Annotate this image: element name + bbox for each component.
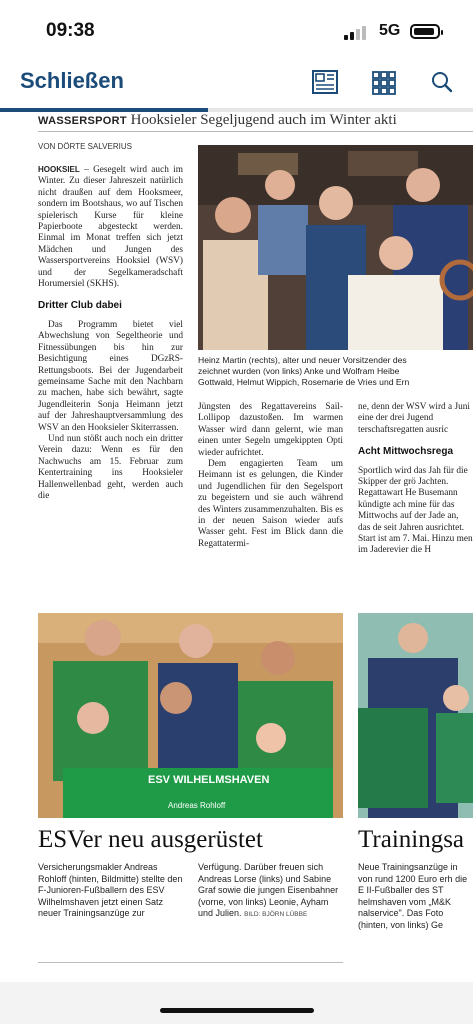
article1-headline: Hooksieler Segeljugend auch im Winter akti — [130, 112, 397, 128]
article2-column-2 — [198, 862, 343, 921]
shirt-print: ESV WILHELMSHAVEN — [148, 774, 270, 786]
signal-icon — [344, 26, 368, 40]
body-text: – Gesegelt wird auch im Winter. Zu dieser Jahreszeit natürlich nicht draußen auf dem Hooksmeer, sondern im Bootshaus, wo auf Tischen spielerisch Kurse für kleine Papierboote abgesteckt werden. Einmal im Monat treffen sich jetzt Mädchen und Jungen des Wassersportvereins Hooksiel (WSV) und der Segelkameradschaft Horumersiel (SKHS). — [38, 165, 183, 290]
photo-caption: zeichnet wurden (von links) Anke und Wolfram Heibe — [198, 366, 400, 376]
shirt-sponsor: Andreas Rohloff — [168, 801, 226, 810]
body-text: Versicherungsmakler Andreas Rohloff (hinten, Bildmitte) stellte den F-Junioren-Fußballern des ESV Wilhelmshaven jetzt einen Satz neuer Trainingsanzüge zur — [38, 862, 183, 919]
body-text: Dem engagierten Team um Heimann ist es gelungen, die Kinder und Jugendlichen für den Segelsport zu begeistern und sie auch während des Winters zusammenzuhalten. Bis es in der neuen Saison wieder aufs Wasser geht. Fest im Blick dann die Regattatermi- — [198, 459, 343, 549]
photo-caption: Gottwald, Helmut Wippich, Rosemarie de Vries und Ern — [198, 377, 410, 387]
search-icon[interactable] — [426, 68, 458, 98]
dateline: HOOKSIEL — [38, 165, 80, 174]
status-time: 09:38 — [46, 20, 95, 41]
article1-column-1 — [38, 164, 183, 502]
body-text: Jüngsten des Regattavereins Sail-Lollipop dazustoßen. Im warmen Wasser wird dann gelernt, wie man einen unter Segeln umgekippten Opti wieder aufrichtet. — [198, 402, 343, 458]
article1-column-2 — [198, 402, 343, 550]
body-text: ne, denn der WSV wird a Juni eine der drei Jugend terschaftsregatten ausric — [358, 402, 470, 435]
photo-sailing-club — [198, 145, 473, 350]
article2-column-1 — [38, 862, 183, 920]
article1-headline-bar — [38, 112, 473, 128]
body-text: Neue Trainingsanzüge in von rund 1200 Euro erh die E II-Fußballer des ST helmshaven vom „M&K nalservice". Das Foto (hinten, von links) Ge — [358, 862, 468, 930]
layout-icon[interactable] — [309, 68, 341, 98]
body-text: Und nun stößt auch noch ein dritter Verein dazu: Wenn es für den Nachwuchs am 15. Februar zum Kentertraining ins Hooksieler Hallenwellenbad geht, werden auch die — [38, 433, 183, 501]
photo-caption: Heinz Martin (rechts), alter und neuer Vorsitzender des — [198, 355, 407, 365]
bottom-bar — [0, 982, 473, 1024]
status-bar — [0, 0, 473, 58]
body-text: Das Programm bietet viel Abwechslung von Segeltheorie und Fitnessübungen bis hin zur Besichtigung eines DGzRS-Rettungsboots. Bei der Jugendarbeit gemeinsame Sache mit den Nachbarn zu machen, habe sich bewährt, sagte Jugendleiterin Sonja Heimann jetzt auf der Jahreshauptversammlung des WSV an den Hooksieler Skiterrassen. — [38, 319, 183, 433]
body-text: Sportlich wird das Jah für die Skipper der grö Jachten. Regattawart He Busemann kündigte ach mine für das Mittwochs auf der Jade an, das de seit Jahren ausrichtet. Start ist am 7. Mai. Hinzu men im Jaderevier die H — [358, 465, 473, 556]
byline: VON DÖRTE SALVERIUS — [38, 142, 132, 151]
subheading: Acht Mittwochsrega — [358, 446, 454, 458]
article2-headline: ESVer neu ausgerüstet — [38, 826, 263, 853]
subheading: Dritter Club dabei — [38, 300, 122, 312]
article1-column-3 — [358, 402, 473, 557]
photo-credit: BILD: BJÖRN LÜBBE — [244, 911, 308, 919]
body-text: Verfügung. Darüber freuen sich Andreas Lorse (links) und Sabine Graf sowie die jungen Eisenbahner (vorne, von links) Leonie, Ayham und Julien. — [198, 862, 339, 919]
close-button[interactable]: Schließen — [20, 68, 124, 93]
grid-icon[interactable] — [368, 68, 400, 98]
app-toolbar — [0, 58, 473, 110]
photo-esv-team — [38, 613, 343, 818]
section-label: WASSERSPORT — [38, 115, 127, 127]
article3-headline: Trainingsa — [358, 826, 465, 853]
network-label: 5G — [379, 22, 401, 39]
article3-column — [358, 862, 473, 932]
photo-training-suits — [358, 613, 473, 818]
home-indicator[interactable] — [160, 1008, 314, 1013]
battery-icon — [410, 24, 440, 39]
newspaper-page[interactable] — [0, 112, 473, 982]
